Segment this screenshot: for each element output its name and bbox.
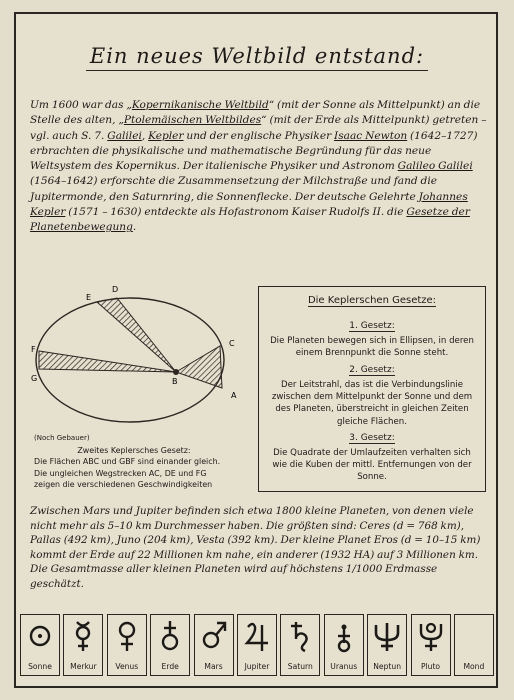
symbol-cell-mond — [454, 614, 494, 676]
sun-focus — [173, 369, 179, 375]
symbol-cell-pluto — [411, 614, 451, 676]
symbol-label: Neptun — [373, 662, 402, 671]
kepler-box-title: Die Keplerschen Gesetze: — [307, 295, 437, 306]
sector-abc — [176, 346, 222, 388]
text-segment: und der englische Physiker — [183, 129, 335, 142]
symbol-label: Mond — [463, 662, 485, 671]
neptune-symbol-icon — [372, 619, 402, 653]
text-segment: (1564–1642) erforschte die Zusammensetzung der Milchstraße und fand die Jupitermonde, den Saturnring, die Sonnenflecke. Der deutsche Gelehrte — [30, 175, 437, 203]
moon-symbol-icon — [459, 619, 489, 653]
symbol-label: Jupiter — [244, 662, 270, 671]
symbol-cell-uranus — [324, 614, 364, 676]
symbol-label: Pluto — [420, 662, 441, 671]
underlined-term: Galileo Galilei — [397, 160, 473, 173]
text-segment: (1642–1727) erbrachten die physikalische und mathematische Begründung für das neue Weltsystem des Kopernikus. Der italienische Physiker und Astronom — [30, 129, 478, 173]
uranus-symbol-icon — [329, 619, 359, 653]
law-2-heading: 2. Gesetz: — [349, 365, 395, 375]
orbit-diagram — [26, 284, 248, 436]
text-segment: (1571 – 1630) entdeckte als Hofastronom Kaiser Rudolfs II. die — [65, 206, 407, 219]
jupiter-symbol-icon — [242, 619, 272, 653]
text-segment: Um 1600 war das „ — [30, 99, 132, 111]
venus-symbol-icon — [112, 619, 142, 653]
symbol-cell-jupiter — [237, 614, 277, 676]
point-label-c: C — [229, 339, 235, 348]
symbol-label: Erde — [161, 662, 179, 671]
underlined-term: Galilei — [107, 129, 142, 142]
diagram-caption — [34, 432, 234, 491]
earth-symbol-icon — [155, 619, 185, 653]
caption-source: (Noch Gebauer) — [34, 434, 90, 442]
symbol-cell-mars — [194, 614, 234, 676]
caption-title: Zweites Keplersches Gesetz: — [77, 445, 191, 455]
symbol-label: Saturn — [287, 662, 313, 671]
mercury-symbol-icon — [68, 619, 98, 653]
point-label-g: G — [31, 374, 38, 383]
symbol-label: Merkur — [70, 662, 97, 671]
law-1-heading: 1. Gesetz: — [349, 321, 395, 331]
text-segment: . — [132, 221, 137, 234]
underlined-term: Ptolemäischen Weltbildes — [123, 114, 262, 127]
symbol-cell-erde — [150, 614, 190, 676]
point-label-e: E — [86, 293, 92, 302]
point-label-f: F — [31, 345, 36, 354]
point-label-d: D — [112, 285, 119, 294]
point-label-a: A — [231, 391, 237, 400]
text-segment: “ (mit der Erde als Mittelpunkt) getreten – vgl. auch S. 7. — [30, 114, 487, 142]
kepler-laws-box — [258, 286, 486, 492]
point-label-b: B — [172, 377, 178, 386]
underlined-term: Isaac Newton — [334, 129, 408, 142]
caption-body: Die Flächen ABC und GBF sind einander gleich. Die ungleichen Wegstrecken AC, DE und FG zeigen die verschiedenen Geschwindigkeiten — [34, 457, 221, 490]
underlined-term: Kopernikanische Weltbild — [131, 99, 269, 111]
symbol-label: Mars — [204, 662, 223, 671]
underlined-term: Gesetze der Planetenbewegung — [30, 206, 470, 234]
pluto-symbol-icon — [416, 619, 446, 653]
symbol-label: Venus — [115, 662, 139, 671]
symbol-cell-venus — [107, 614, 147, 676]
asteroid-paragraph: Zwischen Mars und Jupiter befinden sich etwa 1800 kleine Planeten, von denen viele nicht mehr als 5–10 km Durchmesser haben. Die größten sind: Ceres (d = 768 km), Pallas (492 km), Juno (204 km), Vesta (392 km). Der kleine Planet Eros (d = 10–15 km) kommt der Erde auf 22 Millionen km nahe, ein anderer (1932 HA) auf 3 Millionen km. Die Gesamtmasse aller kleinen Planeten wird auf höchstens 1/1000 Erdmasse geschätzt. — [30, 505, 481, 590]
underlined-term: Kepler — [148, 129, 184, 142]
text-segment: , — [141, 129, 149, 142]
sector-de — [97, 298, 176, 372]
symbol-label: Sonne — [28, 662, 52, 671]
law-3-text: Die Quadrate der Umlaufzeiten verhalten sich wie die Kuben der mittl. Entfernungen von der Sonne. — [272, 448, 472, 483]
symbol-label: Uranus — [330, 662, 358, 671]
law-2-text: Der Leitstrahl, das ist die Verbindungslinie zwischen dem Mittelpunkt der Sonne und dem des Planeten, überstreicht in gleichen Zeiten gleiche Flächen. — [271, 380, 473, 427]
mars-symbol-icon — [199, 619, 229, 653]
page-title: Ein neues Weltbild entstand: — [0, 44, 514, 68]
symbol-cell-merkur — [63, 614, 103, 676]
text-segment: “ (mit der Sonne als Mittelpunkt) an die Stelle des alten, „ — [30, 99, 481, 127]
law-3-heading: 3. Gesetz: — [349, 433, 395, 443]
symbol-cell-neptun — [367, 614, 407, 676]
intro-paragraph — [30, 98, 490, 236]
saturn-symbol-icon — [285, 619, 315, 653]
law-1-text: Die Planeten bewegen sich in Ellipsen, in deren einem Brennpunkt die Sonne steht. — [270, 336, 474, 359]
symbol-cell-saturn — [280, 614, 320, 676]
planet-symbol-row — [20, 614, 494, 678]
sun-symbol-icon — [25, 619, 55, 653]
underlined-term: Johannes Kepler — [30, 190, 468, 219]
symbol-cell-sonne — [20, 614, 60, 676]
